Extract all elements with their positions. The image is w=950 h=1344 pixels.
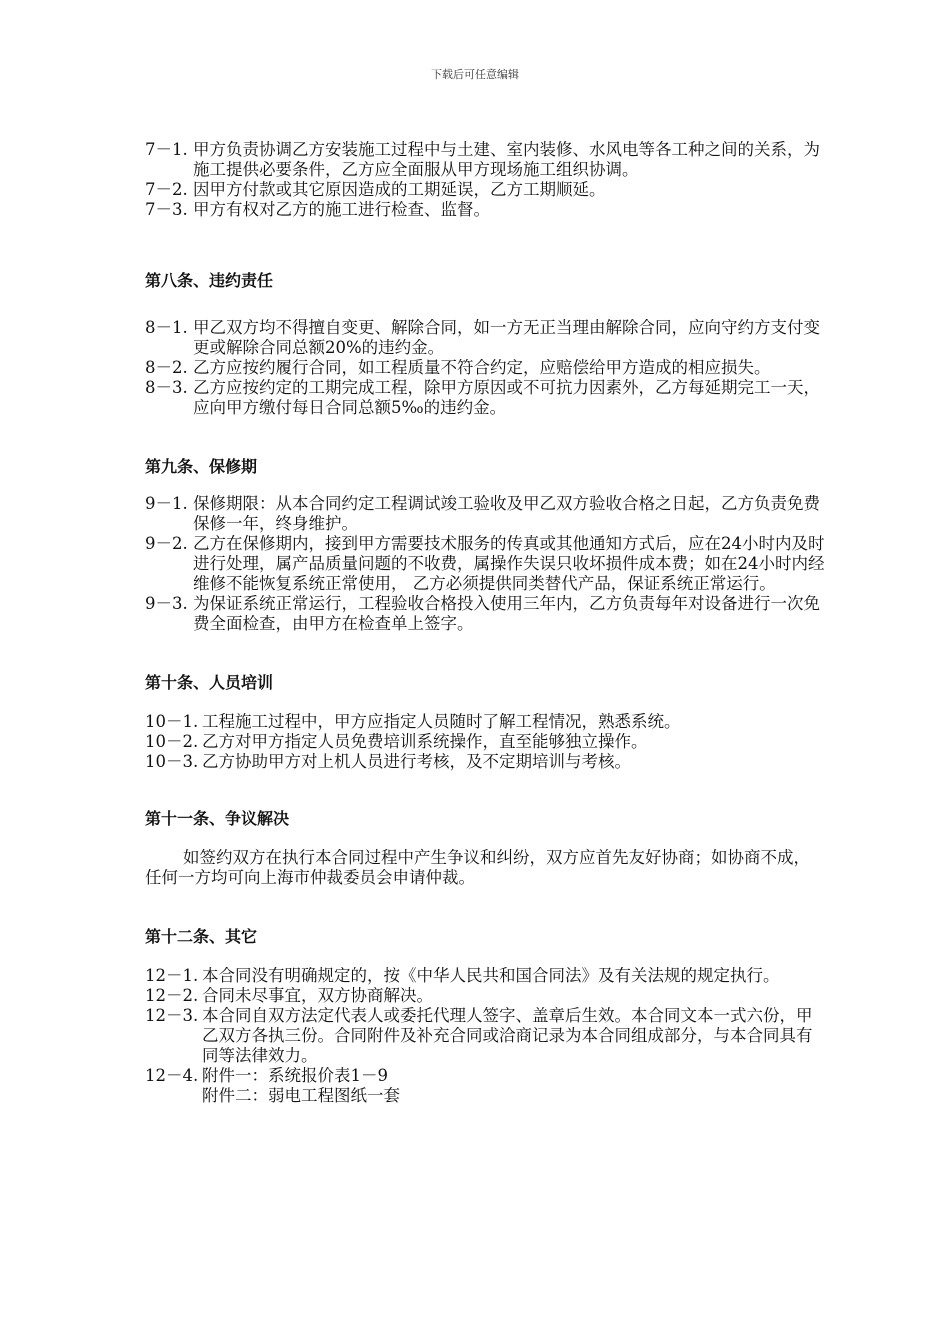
section-10-title: 第十条、人员培训 xyxy=(145,673,274,692)
clause-9-3: 9－3. 为保证系统正常运行，工程验收合格投入使用三年内，乙方负责每年对设备进行一次免费全面检查，由甲方在检查单上签字。 xyxy=(145,594,820,633)
clause-9-2: 9－2. 乙方在保修期内，接到甲方需要技术服务的传真或其他通知方式后，应在24小时内及时进行处理，属产品质量问题的不收费，属操作失误只收坏损件成本费；如在24小时内经维修不能恢复系统正常使用， 乙方必须提供同类替代产品，保证系统正常运行。 xyxy=(145,534,825,593)
clause-10-3: 10－3. 乙方协助甲方对上机人员进行考核，及不定期培训与考核。 xyxy=(145,752,631,771)
clause-7-2: 7－2. 因甲方付款或其它原因造成的工期延误，乙方工期顺延。 xyxy=(145,180,606,199)
document-body xyxy=(145,140,825,1106)
attachment-2: 附件二：弱电工程图纸一套 xyxy=(202,1086,400,1105)
section-11-title: 第十一条、争议解决 xyxy=(145,809,290,828)
clause-12-2: 12－2. 合同未尽事宜，双方协商解决。 xyxy=(145,986,433,1005)
clause-9-1: 9－1. 保修期限：从本合同约定工程调试竣工验收及甲乙双方验收合格之日起，乙方负责免费保修一年，终身维护。 xyxy=(145,494,820,533)
section-12-title: 第十二条、其它 xyxy=(145,927,258,946)
clause-12-4: 12－4. 附件一：系统报价表1－9 xyxy=(145,1066,388,1085)
header-note: 下载后可任意编辑 xyxy=(431,68,519,81)
clause-8-3: 8－3. 乙方应按约定的工期完成工程，除甲方原因或不可抗力因素外，乙方每延期完工一天，应向甲方缴付每日合同总额5‰的违约金。 xyxy=(145,378,820,417)
section-11-paragraph: 如签约双方在执行本合同过程中产生争议和纠纷，双方应首先友好协商；如协商不成，任何一方均可向上海市仲裁委员会申请仲裁。 xyxy=(145,848,810,887)
section-8-title: 第八条、违约责任 xyxy=(145,271,274,290)
clause-8-1: 8－1. 甲乙双方均不得擅自变更、解除合同，如一方无正当理由解除合同，应向守约方支付变更或解除合同总额20%的违约金。 xyxy=(145,318,820,357)
clause-7-3: 7－3. 甲方有权对乙方的施工进行检查、监督。 xyxy=(145,200,490,219)
clause-12-3: 12－3. 本合同自双方法定代表人或委托代理人签字、盖章后生效。本合同文本一式六份，甲乙双方各执三份。合同附件及补充合同或洽商记录为本合同组成部分，与本合同具有同等法律效力。 xyxy=(145,1006,813,1065)
clause-8-2: 8－2. 乙方应按约履行合同，如工程质量不符合约定，应赔偿给甲方造成的相应损失。 xyxy=(145,358,771,377)
section-9-title: 第九条、保修期 xyxy=(145,457,258,476)
clause-10-2: 10－2. 乙方对甲方指定人员免费培训系统操作，直至能够独立操作。 xyxy=(145,732,648,751)
clause-12-1: 12－1. 本合同没有明确规定的，按《中华人民共和国合同法》及有关法规的规定执行。 xyxy=(145,966,780,985)
clause-7-1: 7－1. 甲方负责协调乙方安装施工过程中与土建、室内装修、水风电等各工种之间的关系，为施工提供必要条件，乙方应全面服从甲方现场施工组织协调。 xyxy=(145,140,820,179)
clause-10-1: 10－1. 工程施工过程中，甲方应指定人员随时了解工程情况，熟悉系统。 xyxy=(145,712,681,731)
